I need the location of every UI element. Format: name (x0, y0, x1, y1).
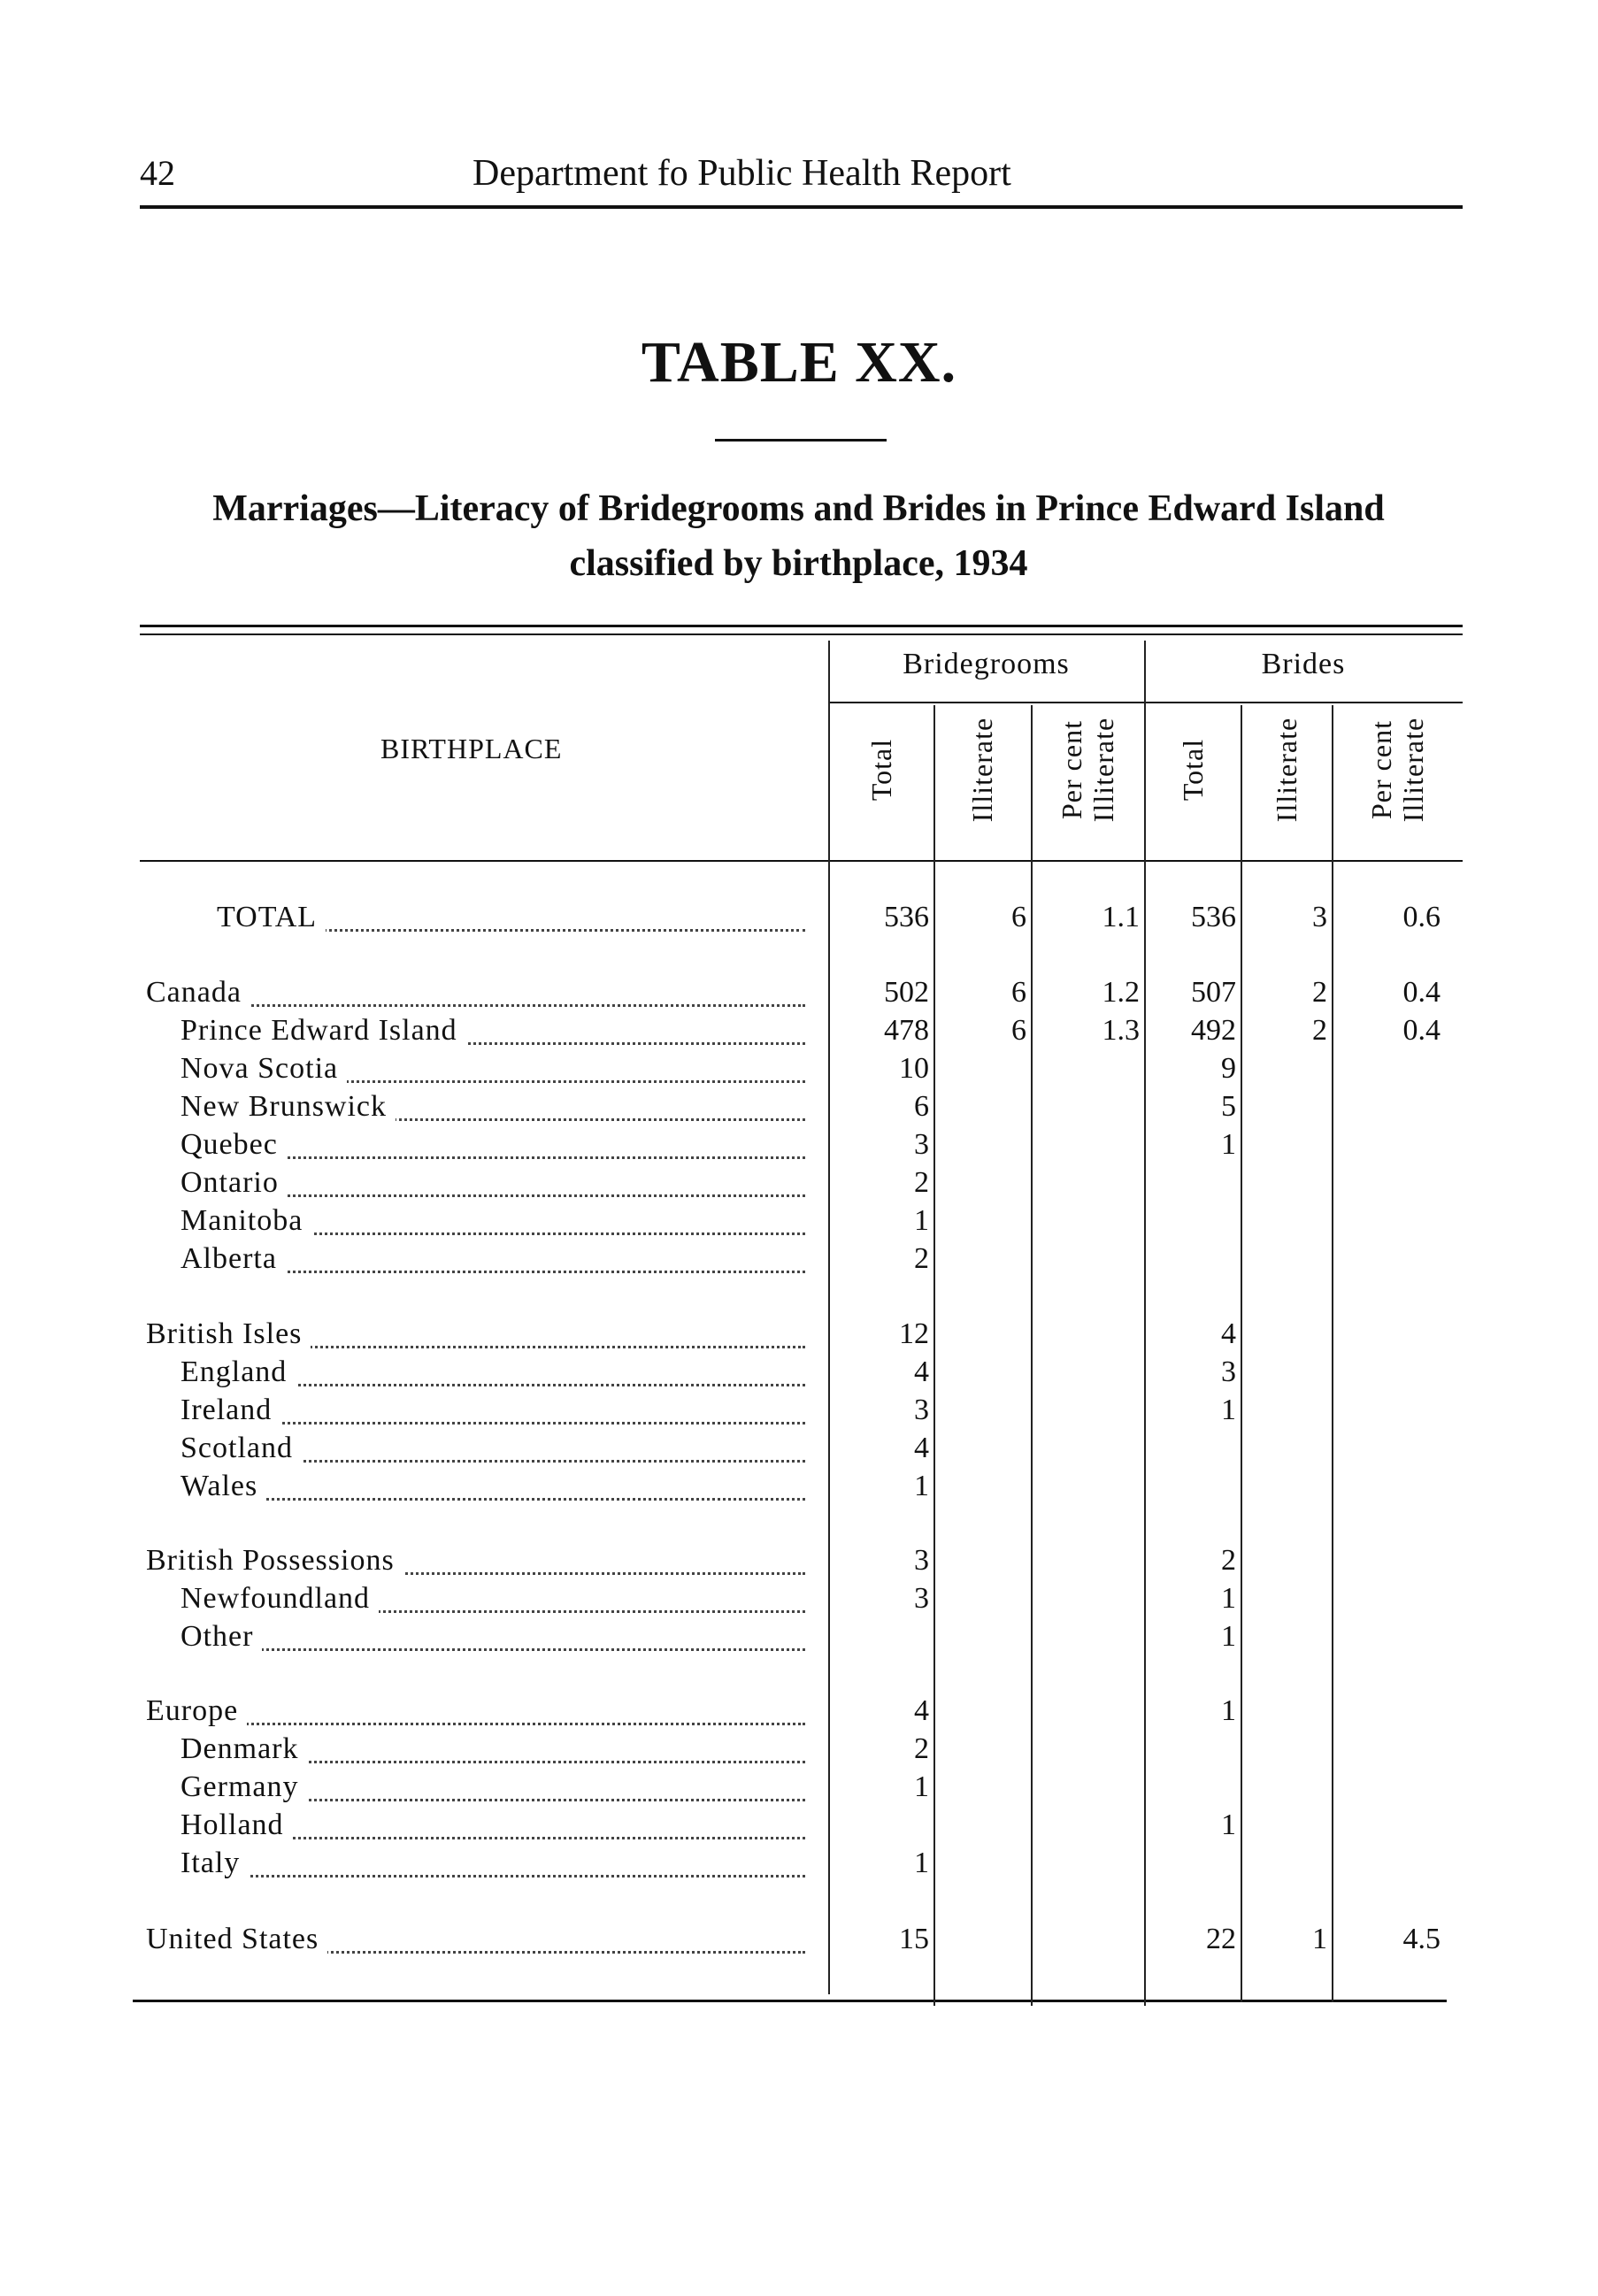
cell-brides-total: 1 (1221, 1808, 1236, 1841)
cell-bridegrooms-total: 6 (914, 1090, 929, 1123)
row-label: Manitoba (181, 1204, 805, 1242)
col-header-bridegrooms-total: Total (865, 738, 897, 802)
row-label: Other (181, 1620, 805, 1658)
table-row (0, 1470, 1598, 1508)
page-number: 42 (140, 153, 175, 193)
table-row (0, 1355, 1598, 1394)
cell-bridegrooms-illiterate: 6 (1011, 1014, 1026, 1047)
cell-bridegrooms-percent: 1.1 (1102, 901, 1140, 933)
row-label: Nova Scotia (181, 1052, 805, 1090)
cell-brides-total: 2 (1221, 1544, 1236, 1577)
group-header-brides: Brides (1261, 648, 1346, 680)
table-row (0, 1732, 1598, 1770)
cell-brides-percent: 4.5 (1402, 1923, 1441, 1955)
cell-bridegrooms-total: 2 (914, 1732, 929, 1765)
row-label: Canada (146, 976, 805, 1014)
stub-header: BIRTHPLACE (380, 733, 563, 764)
row-label: Italy (181, 1847, 805, 1885)
cell-bridegrooms-total: 536 (884, 901, 929, 933)
row-label: Europe (146, 1694, 805, 1732)
table-row (0, 1204, 1598, 1242)
cell-bridegrooms-total: 15 (899, 1923, 929, 1955)
cell-brides-percent: 0.4 (1402, 976, 1441, 1009)
table-row (0, 1582, 1598, 1620)
cell-brides-percent: 0.6 (1402, 901, 1441, 933)
table-caption (133, 481, 1464, 591)
cell-brides-total: 4 (1221, 1317, 1236, 1350)
leader-dots (181, 1498, 805, 1501)
table-row (0, 1166, 1598, 1204)
cell-brides-total: 507 (1191, 976, 1236, 1009)
table-row (0, 1923, 1598, 1961)
cell-bridegrooms-total: 3 (914, 1128, 929, 1161)
cell-brides-total: 492 (1191, 1014, 1236, 1047)
row-label: England (181, 1355, 805, 1394)
cell-brides-illiterate: 3 (1312, 901, 1327, 933)
row-label: United States (146, 1923, 805, 1961)
caption-line-2: classified by birthplace, 1934 (569, 543, 1028, 584)
cell-bridegrooms-total: 4 (914, 1432, 929, 1464)
cell-bridegrooms-illiterate: 6 (1011, 901, 1026, 933)
cell-brides-total: 1 (1221, 1694, 1236, 1727)
title-rule (715, 439, 887, 442)
row-label: British Isles (146, 1317, 805, 1355)
row-label: TOTAL (217, 901, 805, 939)
cell-brides-total: 3 (1221, 1355, 1236, 1388)
table-row (0, 1808, 1598, 1847)
cell-brides-total: 1 (1221, 1620, 1236, 1653)
cell-bridegrooms-total: 4 (914, 1355, 929, 1388)
row-label: Ireland (181, 1394, 805, 1432)
table-row (0, 1317, 1598, 1355)
cell-brides-total: 1 (1221, 1394, 1236, 1426)
col-header-brides-illiterate: Illiterate (1271, 717, 1302, 823)
cell-brides-illiterate: 2 (1312, 1014, 1327, 1047)
cell-bridegrooms-total: 3 (914, 1544, 929, 1577)
cell-bridegrooms-total: 12 (899, 1317, 929, 1350)
cell-bridegrooms-total: 1 (914, 1770, 929, 1803)
cell-bridegrooms-illiterate: 6 (1011, 976, 1026, 1009)
row-label: Scotland (181, 1432, 805, 1470)
row-label: British Possessions (146, 1544, 805, 1582)
cell-bridegrooms-total: 478 (884, 1014, 929, 1047)
table-row (0, 901, 1598, 939)
row-label: New Brunswick (181, 1090, 805, 1128)
table-row (0, 1128, 1598, 1166)
cell-bridegrooms-total: 4 (914, 1694, 929, 1727)
cell-bridegrooms-total: 3 (914, 1582, 929, 1615)
cell-bridegrooms-total: 3 (914, 1394, 929, 1426)
cell-bridegrooms-total: 1 (914, 1847, 929, 1879)
row-label: Germany (181, 1770, 805, 1808)
running-title: Department fo Public Health Report (472, 153, 1011, 194)
leader-dots (181, 1648, 805, 1651)
col-header-brides-percent: Per cent Illiterate (1365, 717, 1429, 823)
col-header-bridegrooms-illiterate: Illiterate (966, 717, 998, 823)
table-row (0, 1847, 1598, 1885)
col-header-bridegrooms-percent: Per cent Illiterate (1056, 717, 1119, 823)
table-bottom-rule (133, 2000, 1447, 2002)
page-header (140, 149, 1463, 209)
cell-bridegrooms-total: 10 (899, 1052, 929, 1085)
row-label: Quebec (181, 1128, 805, 1166)
cell-bridegrooms-total: 2 (914, 1242, 929, 1275)
row-label: Wales (181, 1470, 805, 1508)
table-row (0, 1090, 1598, 1128)
row-label: Newfoundland (181, 1582, 805, 1620)
table-row (0, 1432, 1598, 1470)
table-top-rule-1 (140, 625, 1463, 627)
table-row (0, 1014, 1598, 1052)
cell-bridegrooms-percent: 1.3 (1102, 1014, 1140, 1047)
cell-brides-total: 9 (1221, 1052, 1236, 1085)
table-title: TABLE XX. (641, 330, 957, 395)
row-label: Denmark (181, 1732, 805, 1770)
cell-bridegrooms-total: 1 (914, 1204, 929, 1237)
table-row (0, 976, 1598, 1014)
row-label: Holland (181, 1808, 805, 1847)
table-row (0, 1394, 1598, 1432)
table-row (0, 1544, 1598, 1582)
row-label: Ontario (181, 1166, 805, 1204)
cell-brides-illiterate: 1 (1312, 1923, 1327, 1955)
table-row (0, 1620, 1598, 1658)
group-header-bridegrooms: Bridegrooms (903, 648, 1070, 680)
col-header-brides-total: Total (1177, 738, 1209, 802)
table-row (0, 1694, 1598, 1732)
table-row (0, 1052, 1598, 1090)
cell-brides-percent: 0.4 (1402, 1014, 1441, 1047)
row-label: Prince Edward Island (181, 1014, 805, 1052)
cell-bridegrooms-percent: 1.2 (1102, 976, 1140, 1009)
caption-line-1: Marriages—Literacy of Bridegrooms and Brides in Prince Edward Island (212, 488, 1385, 529)
table-row (0, 1770, 1598, 1808)
cell-brides-total: 22 (1206, 1923, 1236, 1955)
cell-brides-total: 536 (1191, 901, 1236, 933)
table-row (0, 1242, 1598, 1280)
cell-bridegrooms-total: 1 (914, 1470, 929, 1502)
cell-brides-total: 1 (1221, 1128, 1236, 1161)
cell-brides-total: 1 (1221, 1582, 1236, 1615)
leader-dots (181, 1875, 805, 1877)
cell-bridegrooms-total: 502 (884, 976, 929, 1009)
row-label: Alberta (181, 1242, 805, 1280)
table-top-rule-2 (140, 634, 1463, 635)
cell-brides-illiterate: 2 (1312, 976, 1327, 1009)
cell-bridegrooms-total: 2 (914, 1166, 929, 1199)
cell-brides-total: 5 (1221, 1090, 1236, 1123)
